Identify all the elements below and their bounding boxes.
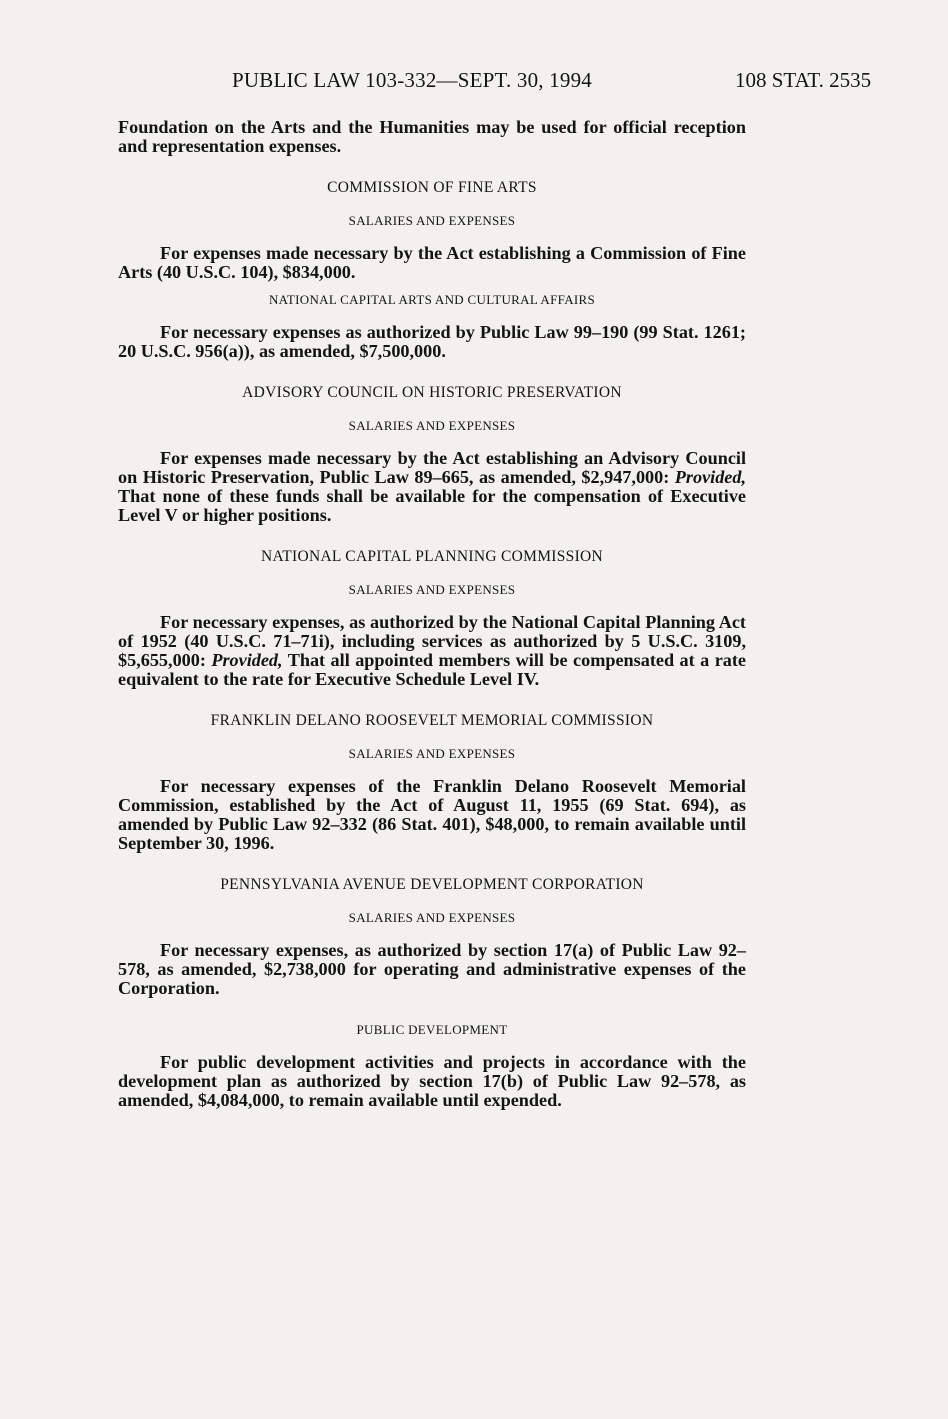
proviso-term: Provided, <box>211 650 283 670</box>
document-body <box>118 118 746 1110</box>
subheading-salaries-and-expenses: SALARIES AND EXPENSES <box>348 910 516 925</box>
running-head: PUBLIC LAW 103-332—SEPT. 30, 1994 <box>232 68 592 92</box>
statute-page-reference: 108 STAT. 2535 <box>735 68 872 92</box>
proviso-term: Provided, <box>674 467 746 487</box>
subheading-public-development: PUBLIC DEVELOPMENT <box>356 1022 508 1037</box>
paragraph-pennsylvania-avenue: For necessary expenses, as authorized by section 17(a) of Public Law 92–578, as amended, $2,738,000 for operating and administrative expenses of the Corporation. <box>118 940 746 998</box>
subheading-salaries-and-expenses: SALARIES AND EXPENSES <box>348 418 516 433</box>
subheading-salaries-and-expenses: SALARIES AND EXPENSES <box>348 746 516 761</box>
heading-advisory-council-historic-preservation: ADVISORY COUNCIL ON HISTORIC PRESERVATION <box>242 384 622 401</box>
continuation-paragraph: Foundation on the Arts and the Humanities may be used for official reception and representation expenses. <box>118 117 746 156</box>
paragraph-public-development: For public development activities and projects in accordance with the development plan as authorized by section 17(b) of Public Law 92–578, as amended, $4,084,000, to remain available until expended. <box>118 1052 746 1110</box>
heading-commission-of-fine-arts: COMMISSION OF FINE ARTS <box>327 179 537 196</box>
heading-fdr-memorial-commission: FRANKLIN DELANO ROOSEVELT MEMORIAL COMMISSION <box>210 712 654 729</box>
subheading-national-capital-arts: NATIONAL CAPITAL ARTS AND CULTURAL AFFAIRS <box>268 292 596 307</box>
paragraph-fine-arts: For expenses made necessary by the Act establishing a Commission of Fine Arts (40 U.S.C. 104), $834,000. <box>118 243 746 282</box>
paragraph-text: For expenses made necessary by the Act establishing an Advisory Council on Historic Preservation, Public Law 89–665, as amended, $2,947,000: <box>118 448 746 487</box>
subheading-salaries-and-expenses: SALARIES AND EXPENSES <box>348 582 516 597</box>
paragraph-historic-preservation <box>118 449 746 525</box>
paragraph-national-capital-arts: For necessary expenses as authorized by Public Law 99–190 (99 Stat. 1261; 20 U.S.C. 956(a)), as amended, $7,500,000. <box>118 322 746 361</box>
subheading-salaries-and-expenses: SALARIES AND EXPENSES <box>348 213 516 228</box>
paragraph-capital-planning <box>118 613 746 689</box>
paragraph-text: That none of these funds shall be available for the compensation of Executive Level V or higher positions. <box>118 486 746 525</box>
paragraph-text: That all appointed members will be compensated at a rate equivalent to the rate for Executive Schedule Level IV. <box>118 650 746 689</box>
paragraph-text: For necessary expenses, as authorized by the National Capital Planning Act of 1952 (40 U.S.C. 71–71i), including services as authorized by 5 U.S.C. 3109, $5,655,000: <box>118 612 746 670</box>
heading-pennsylvania-avenue-development-corporation: PENNSYLVANIA AVENUE DEVELOPMENT CORPORATION <box>220 876 644 893</box>
paragraph-fdr-memorial: For necessary expenses of the Franklin Delano Roosevelt Memorial Commission, established by the Act of August 11, 1955 (69 Stat. 694), as amended by Public Law 92–332 (86 Stat. 401), $48,000, to remain available until September 30, 1996. <box>118 776 746 853</box>
heading-national-capital-planning-commission: NATIONAL CAPITAL PLANNING COMMISSION <box>260 548 604 565</box>
